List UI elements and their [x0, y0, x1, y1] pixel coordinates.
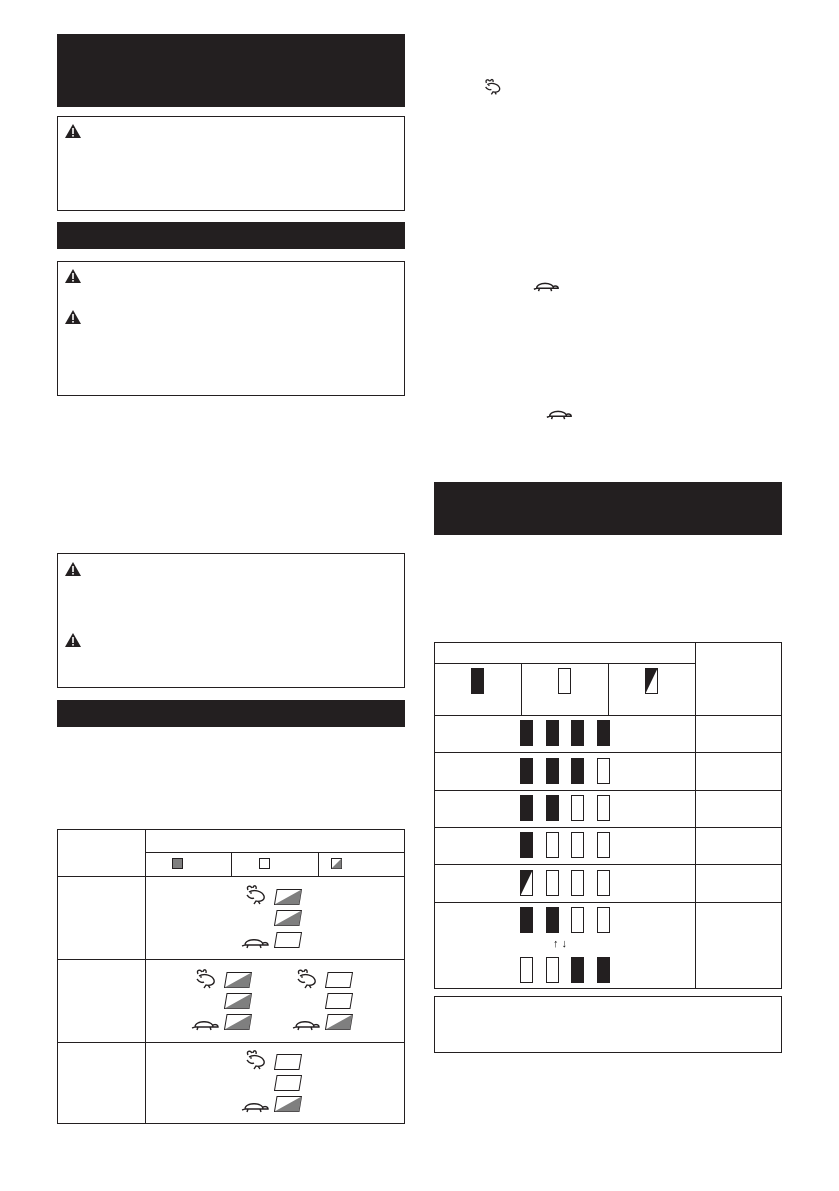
battery-lamp-lit — [597, 720, 610, 746]
warning-triangle-icon — [64, 309, 82, 325]
battery-lamp-lit — [546, 795, 559, 821]
alternating-arrows: ↑ ↓ — [553, 938, 568, 950]
table-divider — [434, 864, 782, 865]
mode-lamp-high — [224, 972, 252, 988]
turtle-icon — [532, 278, 560, 293]
rabbit-icon — [244, 884, 268, 906]
battery-lamp-lit — [520, 758, 533, 784]
section-header-band-2 — [57, 222, 405, 249]
section-header-band-1 — [57, 34, 405, 107]
mode-lamp-low — [325, 1014, 353, 1030]
table-divider — [57, 1042, 405, 1043]
mode-lamp-low — [274, 932, 302, 948]
rabbit-icon — [482, 78, 504, 96]
legend-swatch-lit — [172, 858, 183, 869]
turtle-icon — [240, 1098, 270, 1114]
table-divider — [434, 752, 782, 753]
legend-swatch-off — [259, 858, 270, 869]
table-divider — [521, 663, 522, 715]
warning-box-3 — [57, 553, 405, 688]
battery-lamp-lit — [546, 758, 559, 784]
battery-lamp-lit — [571, 957, 584, 983]
battery-lamp-off — [546, 832, 559, 858]
mode-lamp-mid — [274, 910, 302, 926]
battery-lamp-off — [546, 957, 559, 983]
battery-lamp-lit — [520, 720, 533, 746]
battery-lamp-off — [597, 870, 610, 896]
turtle-icon — [190, 1016, 220, 1032]
mode-lamp-low — [224, 1014, 252, 1030]
turtle-icon — [240, 934, 270, 950]
warning-triangle-icon — [64, 632, 82, 648]
battery-lamp-off — [597, 758, 610, 784]
table-divider — [434, 827, 782, 828]
mode-lamp-mid — [224, 993, 252, 1009]
table-divider — [434, 902, 782, 903]
table-divider — [57, 876, 405, 877]
battery-lamp-lit — [571, 720, 584, 746]
legend-swatch-blinking — [331, 858, 342, 869]
rabbit-icon — [295, 968, 319, 990]
table-divider — [434, 715, 782, 716]
mode-lamp-low — [274, 1096, 302, 1112]
turtle-icon — [545, 406, 573, 421]
mode-lamp-mid — [274, 1075, 302, 1091]
battery-lamp-lit — [546, 720, 559, 746]
table-divider — [231, 852, 232, 876]
warning-triangle-icon — [64, 123, 82, 139]
table-divider — [318, 852, 319, 876]
battery-lamp-off — [571, 795, 584, 821]
legend-lamp-off — [558, 668, 571, 694]
rabbit-icon — [244, 1049, 268, 1071]
battery-lamp-lit — [597, 957, 610, 983]
battery-lamp-lit — [520, 907, 533, 933]
warning-box-1 — [57, 116, 405, 211]
battery-lamp-lit — [546, 907, 559, 933]
battery-lamp-blinking — [520, 870, 533, 896]
note-box — [434, 996, 782, 1053]
battery-lamp-lit — [520, 795, 533, 821]
table-divider — [695, 642, 696, 989]
table-divider — [434, 790, 782, 791]
table-divider — [608, 663, 609, 715]
battery-lamp-off — [571, 907, 584, 933]
battery-lamp-off — [597, 832, 610, 858]
table-divider — [434, 663, 695, 664]
table-divider — [57, 959, 405, 960]
battery-lamp-off — [597, 907, 610, 933]
battery-lamp-off — [571, 870, 584, 896]
table-divider — [145, 829, 146, 1124]
warning-box-2 — [57, 261, 405, 396]
legend-lamp-lit — [471, 668, 484, 694]
mode-lamp-high — [274, 889, 302, 905]
battery-lamp-lit — [520, 832, 533, 858]
section-header-band-3 — [57, 700, 405, 727]
battery-lamp-off — [520, 957, 533, 983]
mode-lamp-high — [325, 972, 353, 988]
battery-lamp-lit — [571, 758, 584, 784]
rabbit-icon — [194, 968, 218, 990]
legend-lamp-blinking — [645, 668, 658, 694]
table-divider — [145, 852, 405, 853]
turtle-icon — [291, 1016, 321, 1032]
battery-lamp-off — [571, 832, 584, 858]
warning-triangle-icon — [64, 561, 82, 577]
battery-lamp-off — [597, 795, 610, 821]
mode-lamp-high — [274, 1054, 302, 1070]
battery-lamp-off — [546, 870, 559, 896]
mode-lamp-mid — [325, 993, 353, 1009]
section-header-band-4 — [434, 482, 782, 535]
warning-triangle-icon — [64, 268, 82, 284]
